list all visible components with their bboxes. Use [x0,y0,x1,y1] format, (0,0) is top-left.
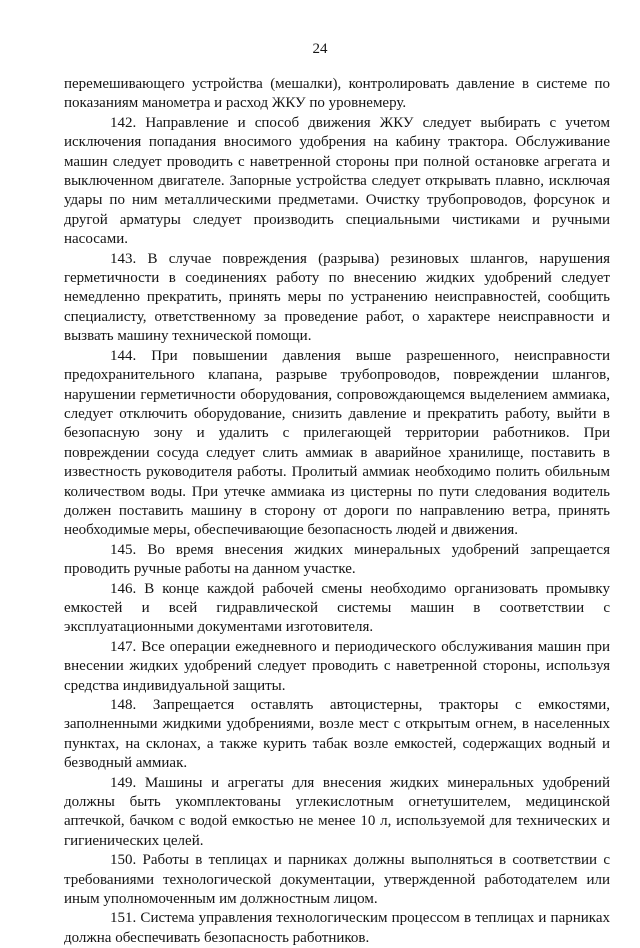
paragraph-144: 144. При повышении давления выше разрешенного, неисправности предохранительного клапана, разрыве трубопроводов, повреждении шлангов, нарушении герметичности оборудования, сопровождающемся выделением аммиака, следует отключить оборудование, снизить давление и прекратить работу, выйти в безопасную зону и удалить с прилегающей территории работников. При повреждении сосуда следует слить аммиак в аварийное хранилище, поставить в известность руководителя работы. Пролитый аммиак необходимо полить обильным количеством воды. При утечке аммиака из цистерны по пути следования водитель должен поставить машину в сторону от дороги по направлению ветра, принять необходимые меры, обеспечивающие безопасность людей и движения. [64,347,610,539]
page-number: 24 [312,41,328,57]
paragraph-150: 150. Работы в теплицах и парниках должны выполняться в соответствии с требованиями технологической документации, утвержденной работодателем или иным уполномоченным им должностным лицом. [64,852,610,908]
paragraph-146: 146. В конце каждой рабочей смены необходимо организовать промывку емкостей и всей гидравлической системы машин в соответствии с эксплуатационными документами изготовителя. [64,580,610,636]
paragraph-148: 148. Запрещается оставлять автоцистерны, тракторы с емкостями, заполненными жидкими удобрениями, возле мест с открытым огнем, в населенных пунктах, на склонах, а также курить табак возле емкостей, содержащих водный и безводный аммиак. [64,697,610,772]
paragraph-147: 147. Все операции ежедневного и периодического обслуживания машин при внесении жидких удобрений следует проводить с наветренной стороны, используя средства индивидуальной защиты. [64,638,610,694]
paragraph-151: 151. Система управления технологическим процессом в теплицах и парниках должна обеспечивать безопасность работников. [64,910,610,946]
paragraph-143: 143. В случае повреждения (разрыва) резиновых шлангов, нарушения герметичности в соединениях работу по внесению жидких удобрений следует немедленно прекратить, принять меры по устранению неисправностей, сообщить специалисту, ответственному за проведение работ, о характере неисправности и вызвать машину технической помощи. [64,250,610,345]
paragraph-142: 142. Направление и способ движения ЖКУ следует выбирать с учетом исключения попадания вносимого удобрения на кабину трактора. Обслуживание машин следует проводить с наветренной стороны при полной остановке агрегата и выключенном двигателе. Запорные устройства следует открывать плавно, исключая удары по ним металлическими предметами. Очистку трубопроводов, форсунок и другой арматуры следует производить специальными чистиками и ручными насосами. [64,114,610,248]
paragraph-149: 149. Машины и агрегаты для внесения жидких минеральных удобрений должны быть укомплектованы углекислотным огнетушителем, медицинской аптечкой, бачком с водой емкостью не менее 10 л, используемой для технических и гигиенических целей. [64,774,610,849]
paragraph-continuation: перемешивающего устройства (мешалки), контролировать давление в системе по показаниям манометра и расход ЖКУ по уровнемеру. [64,76,610,112]
paragraph-145: 145. Во время внесения жидких минеральных удобрений запрещается проводить ручные работы на данном участке. [64,541,610,578]
document-body [64,75,610,948]
